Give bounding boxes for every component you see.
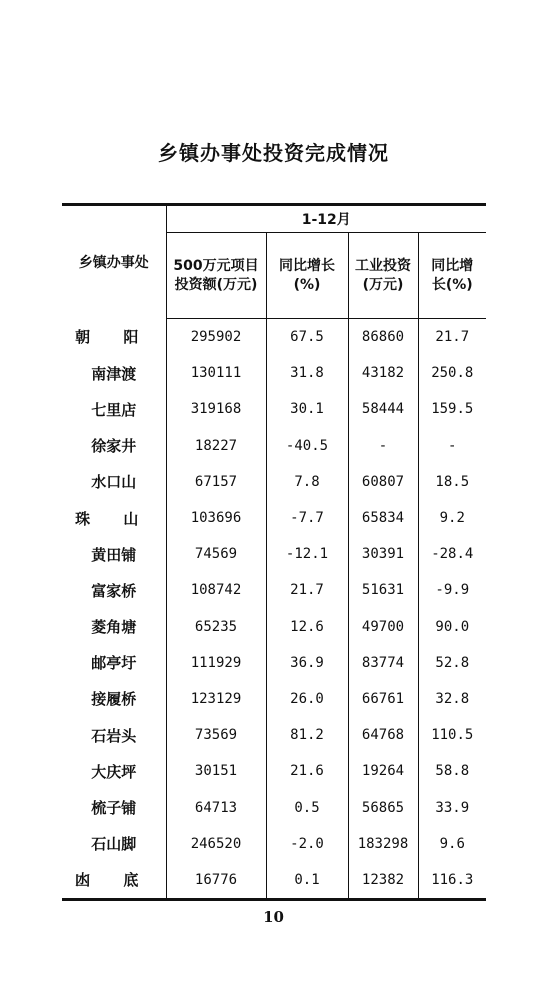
table-row: [62, 681, 486, 717]
cell-industrial-growth: 116.3: [418, 862, 486, 900]
cell-industrial-investment: 51631: [348, 572, 418, 608]
col-header-project-investment: 500万元项目投资额(万元): [166, 233, 266, 319]
cell-project-investment: 246520: [166, 826, 266, 862]
cell-industrial-growth: -: [418, 428, 486, 464]
investment-table: [62, 203, 486, 901]
table-row: [62, 464, 486, 500]
cell-project-investment: 67157: [166, 464, 266, 500]
cell-industrial-growth: -9.9: [418, 572, 486, 608]
row-region-name: 黄田铺: [91, 545, 137, 564]
cell-investment-growth: 0.5: [266, 789, 348, 825]
cell-industrial-investment: 58444: [348, 391, 418, 427]
row-region-name: 富家桥: [91, 581, 137, 600]
cell-investment-growth: -40.5: [266, 428, 348, 464]
region-header-label: 乡镇办事处: [78, 255, 149, 272]
page-title: 乡镇办事处投资完成情况: [158, 141, 389, 165]
cell-industrial-investment: 65834: [348, 500, 418, 536]
row-region-name: 梳子铺: [91, 799, 137, 818]
row-region-name: 接履桥: [91, 690, 137, 709]
table-row: [62, 500, 486, 536]
cell-investment-growth: 36.9: [266, 645, 348, 681]
cell-project-investment: 65235: [166, 609, 266, 645]
cell-investment-growth: 21.6: [266, 753, 348, 789]
table-row: [62, 789, 486, 825]
cell-investment-growth: 0.1: [266, 862, 348, 900]
cell-industrial-investment: 56865: [348, 789, 418, 825]
cell-project-investment: 319168: [166, 391, 266, 427]
col-header-industrial-investment: 工业投资(万元): [348, 233, 418, 319]
table-row: [62, 609, 486, 645]
cell-industrial-investment: 30391: [348, 536, 418, 572]
cell-project-investment: 30151: [166, 753, 266, 789]
table-row: [62, 862, 486, 900]
cell-project-investment: 64713: [166, 789, 266, 825]
cell-industrial-growth: 250.8: [418, 355, 486, 391]
row-region-name: 大庆坪: [91, 762, 137, 781]
region-column-header: [62, 205, 166, 319]
table-row: [62, 717, 486, 753]
cell-project-investment: 123129: [166, 681, 266, 717]
cell-industrial-growth: -28.4: [418, 536, 486, 572]
cell-investment-growth: 30.1: [266, 391, 348, 427]
row-region-name: 朝 阳: [75, 328, 153, 347]
cell-industrial-investment: 66761: [348, 681, 418, 717]
cell-project-investment: 108742: [166, 572, 266, 608]
cell-investment-growth: -7.7: [266, 500, 348, 536]
cell-industrial-growth: 159.5: [418, 391, 486, 427]
row-region-name: 凼 底: [62, 862, 166, 900]
table-row: [62, 826, 486, 862]
cell-industrial-growth: 33.9: [418, 789, 486, 825]
table-row: [62, 536, 486, 572]
cell-industrial-growth: 9.6: [418, 826, 486, 862]
cell-investment-growth: 31.8: [266, 355, 348, 391]
cell-industrial-investment: 12382: [348, 862, 418, 900]
cell-investment-growth: 26.0: [266, 681, 348, 717]
row-region-name: 邮亭圩: [91, 654, 137, 673]
cell-investment-growth: 12.6: [266, 609, 348, 645]
row-region-name: 水口山: [91, 473, 137, 492]
cell-industrial-growth: 52.8: [418, 645, 486, 681]
table-row: [62, 319, 486, 356]
table-row: [62, 645, 486, 681]
col-header-industrial-growth: 同比增长(%): [418, 233, 486, 319]
cell-industrial-growth: 32.8: [418, 681, 486, 717]
cell-investment-growth: 81.2: [266, 717, 348, 753]
table-row: [62, 355, 486, 391]
cell-project-investment: 73569: [166, 717, 266, 753]
row-region-name: 石岩头: [91, 726, 137, 745]
cell-industrial-investment: 86860: [348, 319, 418, 356]
row-region-name: 南津渡: [91, 364, 137, 383]
cell-industrial-growth: 18.5: [418, 464, 486, 500]
cell-project-investment: 103696: [166, 500, 266, 536]
cell-industrial-growth: 90.0: [418, 609, 486, 645]
cell-industrial-growth: 58.8: [418, 753, 486, 789]
cell-project-investment: 130111: [166, 355, 266, 391]
cell-project-investment: 111929: [166, 645, 266, 681]
cell-investment-growth: 67.5: [266, 319, 348, 356]
table-row: [62, 753, 486, 789]
table-row: [62, 572, 486, 608]
cell-industrial-investment: 60807: [348, 464, 418, 500]
page-number: 10: [263, 908, 284, 926]
cell-industrial-investment: 19264: [348, 753, 418, 789]
row-region-name: 石山脚: [91, 835, 137, 854]
cell-project-investment: 74569: [166, 536, 266, 572]
cell-industrial-investment: 64768: [348, 717, 418, 753]
cell-industrial-growth: 21.7: [418, 319, 486, 356]
cell-industrial-investment: 183298: [348, 826, 418, 862]
cell-industrial-growth: 9.2: [418, 500, 486, 536]
cell-project-investment: 295902: [166, 319, 266, 356]
col-header-investment-growth: 同比增长(%): [266, 233, 348, 319]
period-header: 1-12月: [166, 205, 486, 233]
row-region-name: 七里店: [91, 400, 137, 419]
cell-industrial-investment: 43182: [348, 355, 418, 391]
cell-investment-growth: -2.0: [266, 826, 348, 862]
row-region-name: 徐家井: [91, 437, 137, 456]
table-row: [62, 428, 486, 464]
table-row: [62, 391, 486, 427]
cell-industrial-investment: -: [348, 428, 418, 464]
cell-industrial-investment: 83774: [348, 645, 418, 681]
row-region-name: 珠 山: [75, 509, 153, 528]
cell-project-investment: 16776: [166, 862, 266, 900]
cell-investment-growth: -12.1: [266, 536, 348, 572]
table-body: [62, 205, 486, 900]
cell-industrial-growth: 110.5: [418, 717, 486, 753]
row-region-name: 菱角塘: [91, 618, 137, 637]
table-header-row: [62, 205, 486, 233]
cell-project-investment: 18227: [166, 428, 266, 464]
cell-investment-growth: 21.7: [266, 572, 348, 608]
cell-investment-growth: 7.8: [266, 464, 348, 500]
cell-industrial-investment: 49700: [348, 609, 418, 645]
